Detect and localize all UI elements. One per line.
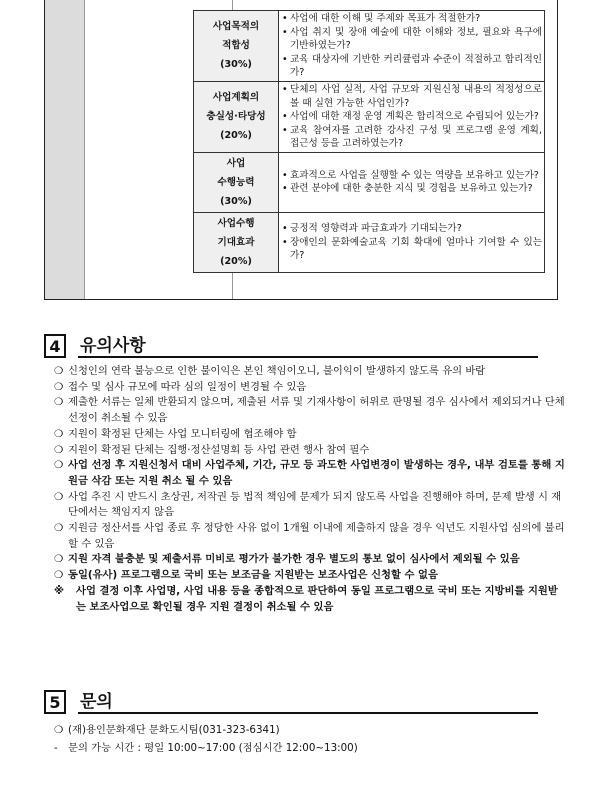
criteria-name <box>194 11 279 82</box>
criteria-name <box>194 152 279 212</box>
circle-bullet-icon: ❍ <box>54 490 64 503</box>
note-item <box>54 443 566 459</box>
criteria-item: • 효과적으로 사업을 실행할 수 있는 역량을 보유하고 있는가? <box>281 169 542 183</box>
criteria-item: • 사업에 대한 이해 및 주제와 목표가 적절한가? <box>281 12 542 26</box>
note-text: 지원이 확정된 단체는 사업 모니터링에 협조해야 함 <box>68 427 297 440</box>
contact-item <box>54 739 554 757</box>
contact-list <box>54 721 554 757</box>
reference-mark-icon: ※ <box>54 584 65 597</box>
criteria-name-line: 수행능력 <box>217 176 255 188</box>
criteria-name-line: 사업 <box>226 157 246 169</box>
circle-bullet-icon: ❍ <box>54 569 64 582</box>
note-text: 사업 결정 이후 사업명, 사업 내용 등을 종합적으로 판단하여 동일 프로그램으로 국비 또는 지방비를 지원받는 보조사업으로 확인될 경우 지원 결정이 취소될 수 있음 <box>76 584 558 613</box>
note-item <box>54 584 566 615</box>
section-title: 유의사항 <box>78 336 538 358</box>
circle-bullet-icon: ❍ <box>54 380 64 393</box>
note-text: 지원이 확정된 단체는 집행·정산설명회 등 사업 관련 행사 참여 필수 <box>68 443 370 456</box>
contact-text: 문의 가능 시간 : 평일 10:00~17:00 (점심시간 12:00~13:00) <box>68 742 358 754</box>
criteria-name-line: (30%) <box>220 195 252 207</box>
evaluation-criteria-table <box>193 10 545 273</box>
note-item <box>54 521 566 552</box>
note-text: 접수 및 심사 규모에 따라 심의 일정이 변경될 수 있음 <box>68 380 307 393</box>
note-text: 지원 자격 불충분 및 제출서류 미비로 평가가 불가한 경우 별도의 통보 없이 심사에서 제외될 수 있음 <box>68 553 520 566</box>
circle-bullet-icon: ❍ <box>54 443 64 456</box>
note-text: 동일(유사) 프로그램으로 국비 또는 보조금을 지원받는 보조사업은 신청할 수 없음 <box>68 569 438 582</box>
note-item <box>54 364 566 380</box>
note-text: 사업 추진 시 반드시 초상권, 저작권 등 법적 책임에 문제가 되지 않도록 사업을 진행해야 하며, 문제 발생 시 재단에서는 책임지지 않음 <box>68 490 562 519</box>
criteria-name <box>194 81 279 152</box>
circle-bullet-icon: ❍ <box>54 724 64 736</box>
criteria-name-line: (20%) <box>220 255 252 267</box>
criteria-name-line: 사업계획의 <box>212 92 260 104</box>
criteria-name-line: 충실성·타당성 <box>206 111 266 123</box>
criteria-item: • 긍정적 영향력과 파급효과가 기대되는가? <box>281 222 542 236</box>
section-4-header <box>44 334 538 358</box>
criteria-description <box>279 81 545 152</box>
section-title: 문의 <box>78 692 538 714</box>
note-item <box>54 380 566 396</box>
criteria-name-line: 적합성 <box>222 40 250 52</box>
circle-bullet-icon: ❍ <box>54 365 64 377</box>
criteria-item: • 교육 참여자를 고려한 강사진 구성 및 프로그램 운영 계획, 접근성 등을 고려하였는가? <box>281 124 542 151</box>
criteria-description <box>279 152 545 212</box>
note-text: 사업 선정 후 지원신청서 대비 사업주체, 기간, 규모 등 과도한 사업변경이 발생하는 경우, 내부 검토를 통해 지원금 삭감 또는 지원 취소 될 수 있음 <box>68 459 565 487</box>
contact-item <box>54 721 554 739</box>
note-text: 제출한 서류는 일체 반환되지 않으며, 제출된 서류 및 기재사항이 허위로 판명될 경우 심사에서 제외되거나 단체 선정이 취소될 수 있음 <box>68 396 565 425</box>
section-5-header <box>44 690 538 714</box>
criteria-item: • 관련 분야에 대한 충분한 지식 및 경험을 보유하고 있는가? <box>281 182 542 196</box>
contact-text: (재)용인문화재단 문화도시팀(031-323-6341) <box>68 724 280 736</box>
notes-list <box>54 364 566 615</box>
criteria-name-line: 사업수행 <box>217 217 255 229</box>
criteria-name-line: (20%) <box>220 130 252 142</box>
section-number: 4 <box>44 334 66 358</box>
note-item <box>54 568 566 584</box>
circle-bullet-icon: ❍ <box>54 427 64 440</box>
note-item <box>54 490 566 521</box>
criteria-row <box>194 81 545 152</box>
circle-bullet-icon: ❍ <box>54 553 64 566</box>
criteria-name-line: (30%) <box>220 59 252 71</box>
criteria-description <box>279 212 545 272</box>
criteria-item: • 사업 취지 및 장애 예술에 대한 이해와 정보, 필요와 욕구에 기반하였는가? <box>281 26 542 53</box>
dash-bullet-icon: - <box>54 742 58 754</box>
criteria-row <box>194 212 545 272</box>
note-item <box>54 458 566 489</box>
note-item <box>54 395 566 426</box>
note-item <box>54 552 566 568</box>
criteria-row <box>194 11 545 82</box>
note-item <box>54 427 566 443</box>
circle-bullet-icon: ❍ <box>54 459 64 472</box>
circle-bullet-icon: ❍ <box>54 522 64 535</box>
note-text: 지원금 정산서를 사업 종료 후 정당한 사유 없이 1개월 이내에 제출하지 않을 경우 익년도 지원사업 심의에 불리할 수 있음 <box>68 522 565 550</box>
criteria-item: • 단체의 사업 실적, 사업 규모와 지원신청 내용의 적정성으로 볼 때 실현 가능한 사업인가? <box>281 83 542 110</box>
criteria-name-line: 기대효과 <box>217 236 255 248</box>
circle-bullet-icon: ❍ <box>54 396 64 409</box>
category-column <box>45 0 85 299</box>
note-text: 신청인의 연락 불능으로 인한 불이익은 본인 책임이오니, 불이익이 발생하지 않도록 유의 바람 <box>68 365 486 377</box>
criteria-row <box>194 152 545 212</box>
criteria-item: • 장애인의 문화예술교육 기회 확대에 얼마나 기여할 수 있는가? <box>281 236 542 263</box>
criteria-description <box>279 11 545 82</box>
section-number: 5 <box>44 690 66 714</box>
criteria-name <box>194 212 279 272</box>
criteria-item: • 교육 대상자에 기반한 커리큘럼과 수준이 적절하고 합리적인가? <box>281 53 542 80</box>
criteria-name-line: 사업목적의 <box>212 21 260 33</box>
criteria-item: • 사업에 대한 재정 운영 계획은 합리적으로 수립되어 있는가? <box>281 110 542 124</box>
